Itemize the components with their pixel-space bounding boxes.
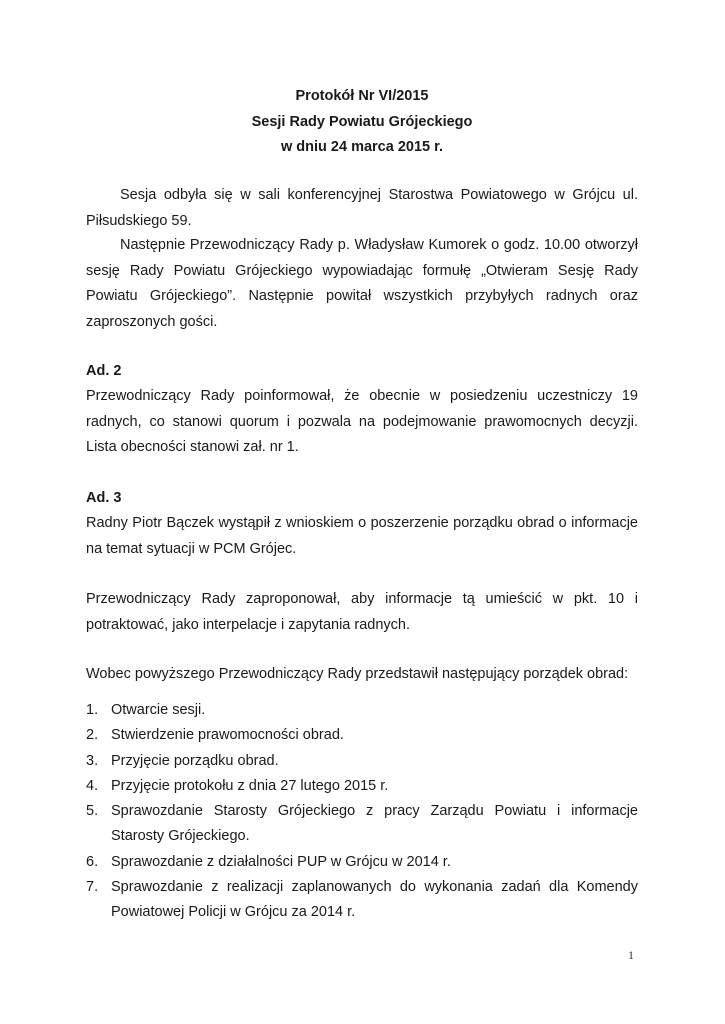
title-line-protocol: Protokół Nr VI/2015: [295, 88, 429, 104]
agenda-item-number: 1.: [86, 702, 99, 718]
agenda-list: [86, 698, 638, 926]
agenda-item-number: 4.: [86, 777, 99, 794]
ad3-paragraph-motion: Radny Piotr Bączek wystąpił z wnioskiem o poszerzenie porządku obrad o informacje na temat sytuacji w PCM Grójec.: [86, 515, 638, 557]
agenda-item: [86, 875, 638, 926]
agenda-item-text: Przyjęcie protokołu z dnia 27 lutego 2015 r.: [111, 777, 389, 794]
title-line-date: w dniu 24 marca 2015 r.: [280, 139, 443, 155]
agenda-item-text: Stwierdzenie prawomocności obrad.: [111, 727, 344, 744]
ad3-paragraph-agenda-intro: Wobec powyższego Przewodniczący Rady przedstawił następujący porządek obrad:: [86, 666, 629, 682]
agenda-item: [86, 774, 638, 799]
agenda-item-text: Otwarcie sesji.: [111, 702, 206, 718]
document-page: [86, 0, 638, 1024]
agenda-item-number: 3.: [86, 752, 99, 769]
agenda-item: [86, 749, 638, 774]
agenda-item-text: Przyjęcie porządku obrad.: [111, 752, 279, 769]
title-line-session: Sesji Rady Powiatu Grójeckiego: [251, 113, 473, 130]
agenda-item: [86, 723, 638, 748]
intro-paragraph-location: Sesja odbyła się w sali konferencyjnej Starostwa Powiatowego w Grójcu ul. Piłsudskiego 59.: [86, 187, 638, 229]
ad2-heading: Ad. 2: [86, 363, 122, 379]
page-number: 1: [628, 948, 634, 962]
agenda-item-text: Sprawozdanie z działalności PUP w Grójcu w 2014 r.: [111, 853, 451, 870]
agenda-item-number: 7.: [86, 879, 99, 896]
ad3-heading: Ad. 3: [86, 490, 122, 506]
agenda-item-number: 6.: [86, 853, 99, 870]
document-title: [86, 84, 638, 161]
agenda-item-number: 5.: [86, 803, 99, 820]
intro-paragraph-opening: Następnie Przewodniczący Rady p. Władysław Kumorek o godz. 10.00 otworzył sesję Rady Powiatu Grójeckiego wypowiadając formułę „Otwieram Sesję Rady Powiatu Grójeckiego”. Następnie powitał wszystkich przybyłych radnych oraz zaproszonych gości.: [86, 237, 638, 330]
agenda-item: [86, 698, 638, 723]
agenda-item-number: 2.: [86, 727, 99, 744]
agenda-item: [86, 799, 638, 850]
agenda-item-text: Sprawozdanie Starosty Grójeckiego z pracy Zarządu Powiatu i informacje Starosty Grójeckiego.: [111, 803, 638, 845]
agenda-item-text: Sprawozdanie z realizacji zaplanowanych do wykonania zadań dla Komendy Powiatowej Policji w Grójcu za 2014 r.: [111, 879, 638, 921]
ad2-paragraph: Przewodniczący Rady poinformował, że obecnie w posiedzeniu uczestniczy 19 radnych, co stanowi quorum i pozwala na podejmowanie prawomocnych decyzji. Lista obecności stanowi zał. nr 1.: [86, 388, 638, 455]
agenda-item: [86, 850, 638, 875]
ad3-paragraph-proposal: Przewodniczący Rady zaproponował, aby informacje tą umieścić w pkt. 10 i potraktować, jako interpelacje i zapytania radnych.: [86, 591, 638, 633]
